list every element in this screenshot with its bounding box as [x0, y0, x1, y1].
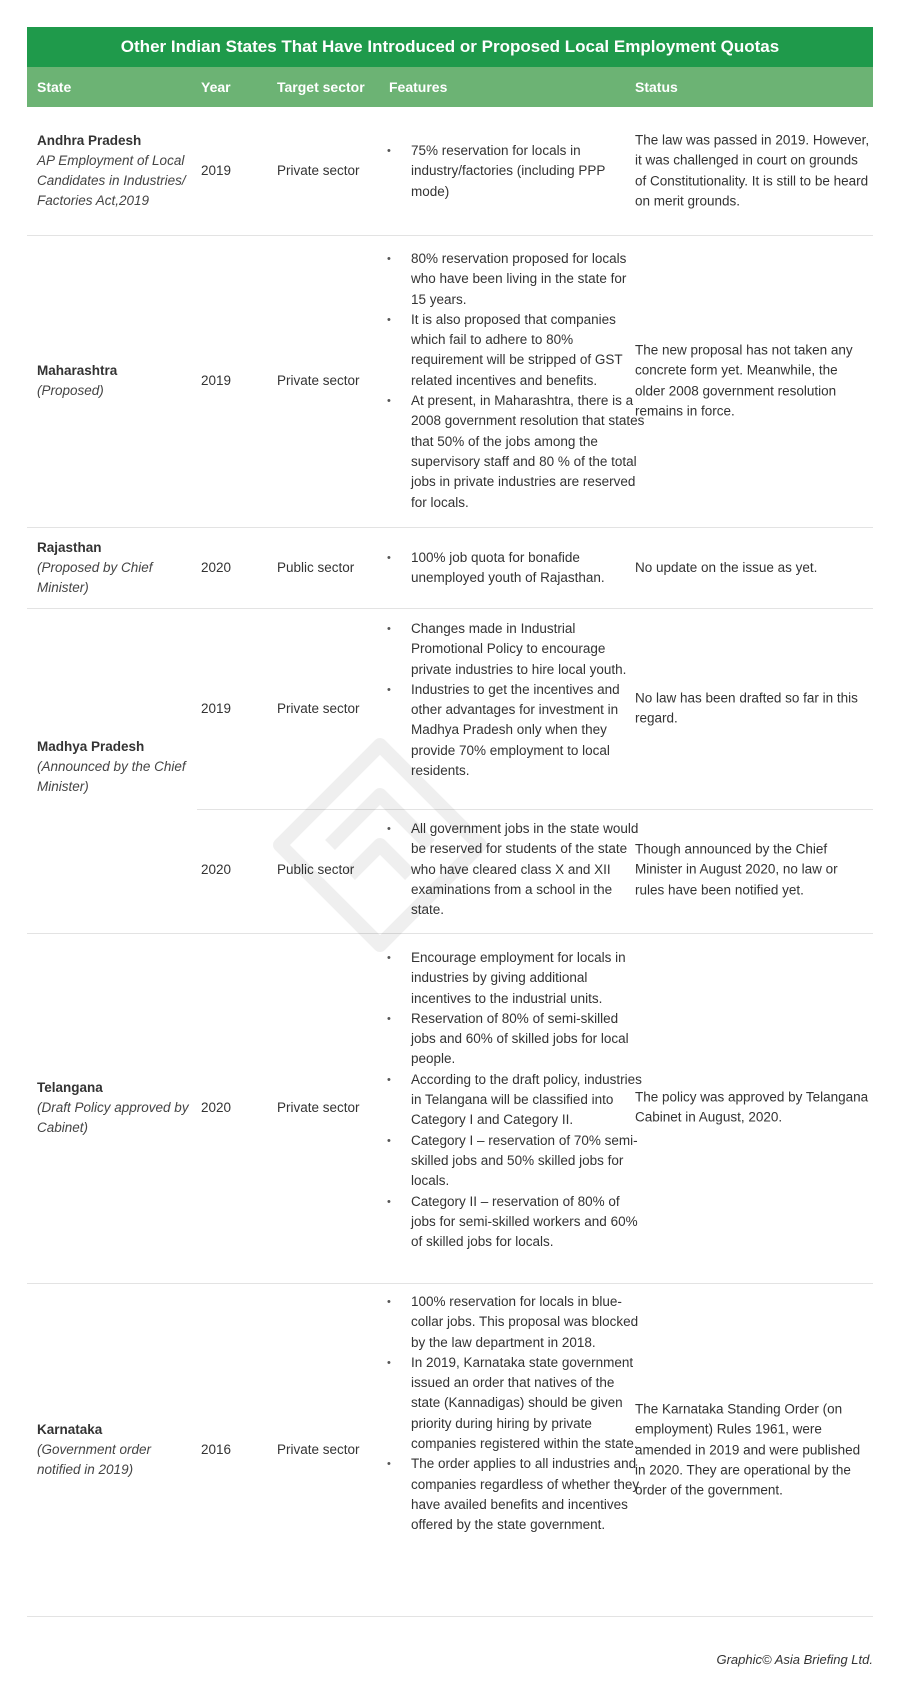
table-row — [27, 107, 873, 236]
feature-item: • The order applies to all industries and companies regardless of whether they have availed benefits and incentives offered by the state government. — [387, 1454, 645, 1535]
state-name: Karnataka — [37, 1422, 103, 1437]
year-cell: 2016 — [201, 1442, 232, 1457]
header-year: Year — [201, 79, 231, 95]
features-list — [387, 141, 645, 202]
sub-row — [197, 809, 873, 933]
state-cell — [37, 131, 197, 211]
feature-item: • 75% reservation for locals in industry/factories (including PPP mode) — [387, 141, 645, 202]
table-row — [27, 934, 873, 1284]
feature-item: • Category I – reservation of 70% semi-skilled jobs and 50% skilled jobs for locals. — [387, 1131, 645, 1192]
features-list — [387, 948, 645, 1252]
feature-item: • All government jobs in the state would be reserved for students of the state who have cleared class X and XII examinations from a school in the state. — [387, 819, 645, 920]
year-cell: 2020 — [201, 862, 232, 877]
state-note: (Government order notified in 2019) — [37, 1442, 152, 1477]
state-note: (Proposed) — [37, 383, 104, 398]
header-features: Features — [389, 79, 448, 95]
features-list — [387, 619, 645, 781]
state-name: Madhya Pradesh — [37, 739, 145, 754]
table-row — [27, 1284, 873, 1617]
features-list — [387, 249, 645, 513]
state-name: Maharashtra — [37, 363, 118, 378]
year-cell: 2019 — [201, 701, 232, 716]
table-row — [27, 609, 873, 934]
state-name: Telangana — [37, 1080, 103, 1095]
feature-item: • Reservation of 80% of semi-skilled jobs and 60% of skilled jobs for local people. — [387, 1009, 645, 1070]
feature-item: • 100% job quota for bonafide unemployed youth of Rajasthan. — [387, 548, 645, 589]
state-note: AP Employment of Local Candidates in Industries/ Factories Act,2019 — [37, 153, 186, 208]
feature-item: • Encourage employment for locals in industries by giving additional incentives to the industrial units. — [387, 948, 645, 1009]
features-list — [387, 1292, 645, 1536]
state-note: (Announced by the Chief Minister) — [37, 759, 186, 794]
state-cell — [37, 1078, 197, 1138]
features-list — [387, 819, 645, 920]
sector-cell: Private sector — [277, 163, 360, 178]
status-cell: The law was passed in 2019. However, it was challenged in court on grounds of Constitutionality. It is still to be heard on merit grounds. — [635, 132, 870, 209]
state-cell — [37, 737, 197, 797]
feature-item: • Changes made in Industrial Promotional Policy to encourage private industries to hire local youth. — [387, 619, 645, 680]
sub-row — [197, 609, 873, 809]
header-status: Status — [635, 79, 678, 95]
sector-cell: Public sector — [277, 560, 355, 575]
header-target-sector: Target sector — [277, 79, 365, 95]
state-cell — [37, 538, 197, 598]
status-cell: The new proposal has not taken any concrete form yet. Meanwhile, the older 2008 government resolution remains in force. — [635, 342, 853, 419]
feature-item: • At present, in Maharashtra, there is a 2008 government resolution that states that 50% of the jobs among the supervisory staff and 80 % of the total jobs in private industries are reserved for locals. — [387, 391, 645, 513]
state-name: Andhra Pradesh — [37, 133, 142, 148]
features-list — [387, 548, 645, 589]
feature-item: • Category II – reservation of 80% of jobs for semi-skilled workers and 60% of skilled jobs for locals. — [387, 1192, 645, 1253]
sector-cell: Private sector — [277, 1100, 360, 1115]
year-cell: 2019 — [201, 163, 232, 178]
state-name: Rajasthan — [37, 540, 102, 555]
status-cell: Though announced by the Chief Minister in August 2020, no law or rules have been notified yet. — [635, 841, 838, 898]
column-header-row — [27, 67, 873, 107]
header-state: State — [37, 79, 72, 95]
year-cell: 2020 — [201, 560, 232, 575]
status-cell: No law has been drafted so far in this regard. — [635, 690, 858, 726]
quota-table — [27, 27, 873, 1617]
feature-item: • Industries to get the incentives and other advantages for investment in Madhya Pradesh only when they provide 70% employment to local residents. — [387, 680, 645, 781]
sector-cell: Private sector — [277, 701, 360, 716]
graphic-credit: Graphic© Asia Briefing Ltd. — [716, 1652, 873, 1667]
feature-item: • 100% reservation for locals in blue-collar jobs. This proposal was blocked by the law department in 2018. — [387, 1292, 645, 1353]
table-row — [27, 528, 873, 609]
status-cell: No update on the issue as yet. — [635, 559, 818, 575]
sector-cell: Public sector — [277, 862, 355, 877]
table-title: Other Indian States That Have Introduced or Proposed Local Employment Quotas — [27, 27, 873, 67]
state-cell — [37, 361, 197, 401]
sector-cell: Private sector — [277, 1442, 360, 1457]
feature-item: • In 2019, Karnataka state government issued an order that natives of the state (Kannadigas) should be given priority during hiring by private companies registered within the state. — [387, 1353, 645, 1454]
state-note: (Draft Policy approved by Cabinet) — [37, 1100, 189, 1135]
feature-item: • It is also proposed that companies which fail to adhere to 80% requirement will be stripped of GST related incentives and benefits. — [387, 310, 645, 391]
sector-cell: Private sector — [277, 373, 360, 388]
feature-item: • 80% reservation proposed for locals who have been living in the state for 15 years. — [387, 249, 645, 310]
table-row — [27, 236, 873, 528]
year-cell: 2019 — [201, 373, 232, 388]
status-cell: The Karnataka Standing Order (on employment) Rules 1961, were amended in 2019 and were published in 2020. They are operational by the order of the government. — [635, 1401, 861, 1498]
state-cell — [37, 1420, 197, 1480]
status-cell: The policy was approved by Telangana Cabinet in August, 2020. — [635, 1089, 869, 1125]
state-note: (Proposed by Chief Minister) — [37, 560, 153, 595]
year-cell: 2020 — [201, 1100, 232, 1115]
feature-item: • According to the draft policy, industries in Telangana will be classified into Category I and Category II. — [387, 1070, 645, 1131]
